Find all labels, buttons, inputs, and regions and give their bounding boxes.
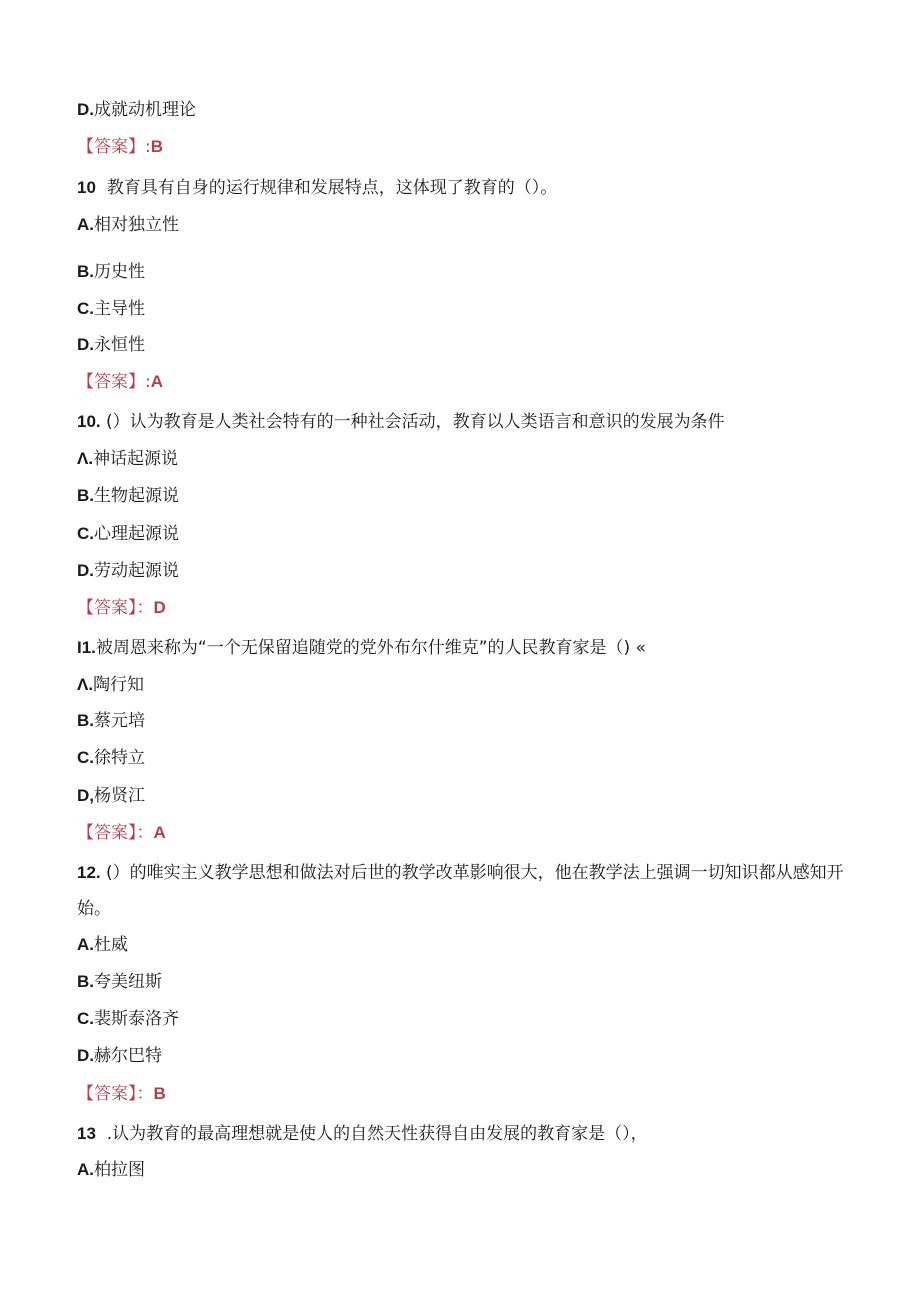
option-prefix: B. xyxy=(77,972,94,991)
answer-sep: ： xyxy=(136,823,154,843)
answer-label: 【答案】 xyxy=(77,1084,137,1104)
option-text: 杨贤江 xyxy=(94,786,145,806)
option-c xyxy=(77,746,145,770)
option-text: 赫尔巴特 xyxy=(94,1046,162,1066)
question-number: 12. xyxy=(77,863,101,882)
question-number: 13 xyxy=(77,1124,96,1143)
option-prefix: B. xyxy=(77,486,94,505)
question-text: .认为教育的最高理想就是使人的自然天性获得自由发展的教育家是（）， xyxy=(106,1124,648,1144)
answer-value: A xyxy=(150,372,164,391)
option-a xyxy=(77,1158,145,1182)
option-prefix: Λ. xyxy=(77,675,94,694)
option-prefix: D. xyxy=(77,1046,94,1065)
option-d xyxy=(77,98,196,122)
question-text: 教育具有自身的运行规律和发展特点，这体现了教育的（）。 xyxy=(106,178,558,198)
option-text: 永恒性 xyxy=(94,335,145,355)
answer-sep: ： xyxy=(136,598,154,618)
option-text: 历史性 xyxy=(94,262,145,282)
question-10 xyxy=(77,176,557,200)
option-prefix: A. xyxy=(77,215,94,234)
option-text: 神话起源说 xyxy=(93,449,179,469)
option-d xyxy=(77,784,145,808)
question-text: 被周恩来称为“一个无保留追随党的党外布尔什维克”的人民教育家是（) « xyxy=(95,638,646,658)
option-a xyxy=(77,933,128,957)
option-text: 相对独立性 xyxy=(94,215,179,235)
option-d xyxy=(77,1044,162,1068)
option-c xyxy=(77,522,179,546)
option-prefix: D, xyxy=(77,786,94,805)
option-prefix: D. xyxy=(77,335,94,354)
option-prefix: A. xyxy=(77,935,94,954)
option-text: 杜威 xyxy=(94,935,128,955)
option-prefix: B. xyxy=(77,711,94,730)
answer-label: 【答案】 xyxy=(77,823,137,843)
option-text: 陶行知 xyxy=(93,675,145,695)
option-b xyxy=(77,260,145,284)
answer-line xyxy=(77,135,163,159)
option-text: 夸美纽斯 xyxy=(94,972,162,992)
answer-label: 【答案】 xyxy=(77,598,137,618)
question-10b xyxy=(77,410,725,434)
answer-label: 【答案】 xyxy=(77,137,145,157)
answer-line xyxy=(77,1082,166,1106)
option-prefix: C. xyxy=(77,1009,94,1028)
option-c xyxy=(77,297,145,321)
question-13 xyxy=(77,1122,648,1146)
option-prefix: D. xyxy=(77,561,94,580)
option-text: 徐特立 xyxy=(94,748,145,768)
option-prefix: A. xyxy=(77,1160,94,1179)
answer-value: D xyxy=(153,598,166,617)
answer-line xyxy=(77,596,166,620)
option-text: 劳动起源说 xyxy=(94,561,179,581)
question-text: (）认为教育是人类社会特有的一种社会活动，教育以人类语言和意识的发展为条件 xyxy=(106,412,725,432)
answer-line xyxy=(77,821,166,845)
option-text: 生物起源说 xyxy=(94,486,179,506)
answer-line xyxy=(77,370,163,394)
option-c xyxy=(77,1007,179,1031)
option-prefix: C. xyxy=(77,524,94,543)
option-prefix: C. xyxy=(77,299,94,318)
option-a xyxy=(77,447,178,471)
answer-value: A xyxy=(153,823,166,842)
question-text: (）的唯实主义教学思想和做法对后世的教学改革影响很大，他在教学法上强调一切知识都从感知开始。 xyxy=(77,863,844,919)
option-text: 心理起源说 xyxy=(94,524,179,544)
option-a xyxy=(77,673,144,697)
option-b xyxy=(77,970,162,994)
question-number: I1. xyxy=(77,638,96,657)
question-12 xyxy=(77,855,847,927)
answer-value: B xyxy=(150,137,164,156)
question-number: 10. xyxy=(77,412,101,431)
option-text: 蔡元培 xyxy=(94,711,145,731)
option-text: 裴斯泰洛齐 xyxy=(94,1009,179,1029)
option-d xyxy=(77,559,179,583)
answer-sep: : xyxy=(145,372,151,392)
question-number: 10 xyxy=(77,178,96,197)
option-prefix: C. xyxy=(77,748,94,767)
option-a xyxy=(77,213,179,237)
answer-sep: : xyxy=(145,137,151,157)
option-b xyxy=(77,484,179,508)
option-text: 柏拉图 xyxy=(94,1160,145,1180)
question-11 xyxy=(77,636,646,660)
option-prefix: Λ. xyxy=(77,449,94,468)
option-d xyxy=(77,333,145,357)
option-b xyxy=(77,709,145,733)
option-prefix: D. xyxy=(77,100,94,119)
option-text: 成就动机理论 xyxy=(94,100,196,120)
answer-value: B xyxy=(153,1084,166,1103)
answer-sep: ： xyxy=(136,1084,154,1104)
answer-label: 【答案】 xyxy=(77,372,145,392)
option-prefix: B. xyxy=(77,262,94,281)
option-text: 主导性 xyxy=(94,299,145,319)
